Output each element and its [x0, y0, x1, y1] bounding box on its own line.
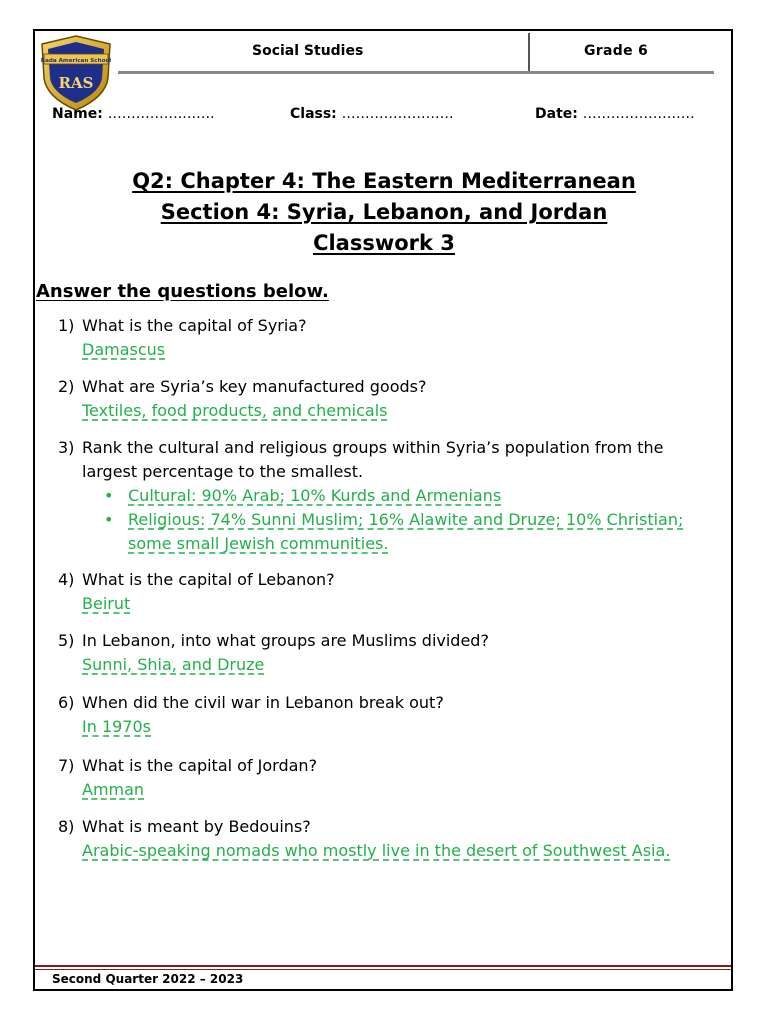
grade-label: Grade 6 [584, 43, 649, 59]
class-label: Class: [290, 106, 337, 122]
question-2 [58, 375, 718, 399]
subject-title: Social Studies [252, 43, 364, 59]
question-number: 7) [58, 756, 75, 775]
footer-rule [35, 965, 731, 967]
answer-8: Arabic-speaking nomads who mostly live in the desert of Southwest Asia. [82, 841, 671, 860]
answer-7: Amman [82, 780, 145, 799]
date-blank: …………………… [582, 106, 695, 122]
answer-4: Beirut [82, 594, 131, 613]
footer-quarter: Second Quarter 2022 – 2023 [52, 972, 244, 986]
instructions-heading: Answer the questions below. [36, 281, 329, 302]
bullet-text: Cultural: 90% Arab; 10% Kurds and Armenians [128, 486, 502, 505]
question-4 [58, 568, 718, 592]
question-text: What is meant by Bedouins? [82, 817, 311, 836]
name-label: Name: [52, 106, 103, 122]
bullet-text: Religious: 74% Sunni Muslim; 16% Alawite and Druze; 10% Christian; some small Jewish communities. [128, 510, 684, 553]
question-number: 6) [58, 693, 75, 712]
school-logo-icon [38, 34, 114, 112]
answer-3-bullet-2 [104, 508, 704, 556]
question-number: 2) [58, 377, 75, 396]
logo-banner-text: Rada American School [40, 58, 112, 64]
question-7 [58, 754, 718, 778]
answer-2: Textiles, food products, and chemicals [82, 401, 388, 420]
question-8 [58, 815, 718, 839]
question-number: 3) [58, 438, 75, 457]
chapter-title: Q2: Chapter 4: The Eastern Mediterranean [132, 169, 636, 193]
answer-5: Sunni, Shia, and Druze [82, 655, 265, 674]
header-rule [118, 71, 714, 74]
name-field[interactable] [52, 106, 215, 122]
question-text: What are Syria’s key manufactured goods? [82, 377, 427, 396]
question-number: 4) [58, 570, 75, 589]
logo-initials: RAS [58, 74, 94, 92]
date-field[interactable] [535, 106, 695, 122]
answer-3-bullet-1 [104, 484, 704, 508]
header-divider [528, 33, 530, 73]
question-1 [58, 314, 718, 338]
question-text: When did the civil war in Lebanon break out? [82, 693, 444, 712]
question-text: Rank the cultural and religious groups within Syria’s population from the largest percentage to the smallest. [82, 438, 664, 481]
footer-rule-thin [35, 969, 731, 970]
question-number: 8) [58, 817, 75, 836]
question-text: What is the capital of Lebanon? [82, 570, 335, 589]
class-blank: …………………… [341, 106, 454, 122]
question-number: 1) [58, 316, 75, 335]
bullet-icon: • [104, 510, 114, 529]
section-title: Section 4: Syria, Lebanon, and Jordan [160, 200, 608, 224]
answer-6: In 1970s [82, 717, 151, 736]
question-6 [58, 691, 718, 715]
name-blank: …………….……. [107, 106, 215, 122]
class-field[interactable] [290, 106, 454, 122]
question-text: In Lebanon, into what groups are Muslims divided? [82, 631, 489, 650]
answer-1: Damascus [82, 340, 166, 359]
question-5 [58, 629, 718, 653]
classwork-title: Classwork 3 [313, 231, 455, 255]
bullet-icon: • [104, 486, 114, 505]
question-3 [58, 436, 718, 484]
question-text: What is the capital of Syria? [82, 316, 307, 335]
question-number: 5) [58, 631, 75, 650]
question-text: What is the capital of Jordan? [82, 756, 318, 775]
date-label: Date: [535, 106, 578, 122]
